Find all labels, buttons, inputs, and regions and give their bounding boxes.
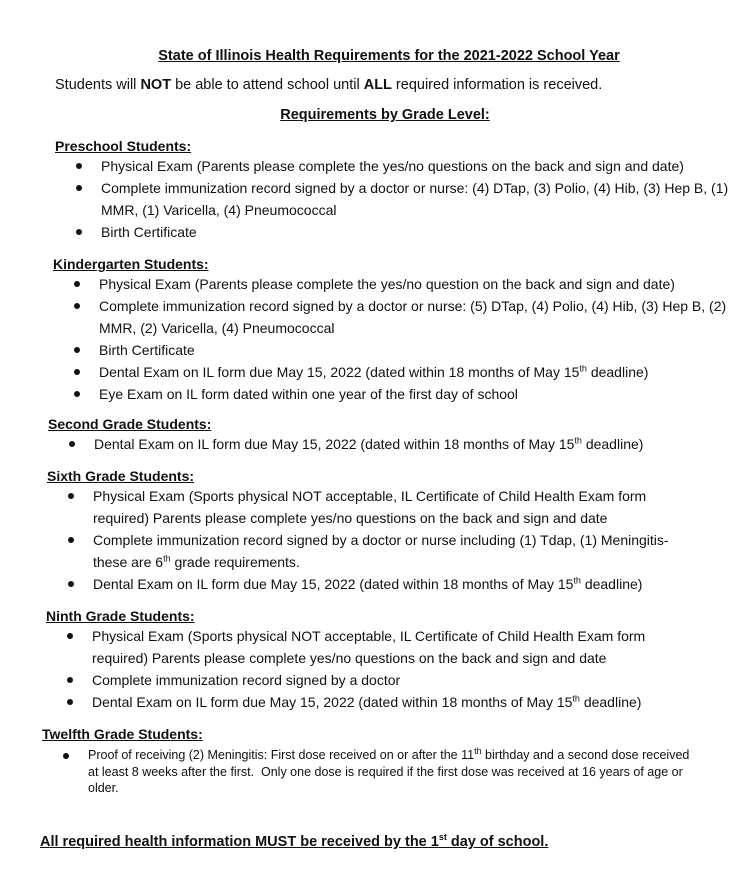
list-item: Complete immunization record signed by a doctor [46, 669, 686, 691]
requirement-list [42, 747, 692, 797]
list-item: Birth Certificate [53, 339, 733, 361]
footer-deadline: All required health information MUST be received by the 1st day of school. [40, 832, 549, 850]
list-item [47, 529, 687, 573]
attendance-notice [55, 77, 602, 93]
requirement-list [55, 155, 735, 243]
dental-text: Dental Exam on IL form due May 15, 2022 (dated within 18 months of May 15th deadline) [99, 363, 649, 380]
requirements-heading: Requirements by Grade Level: [280, 107, 490, 123]
section-sixth-grade [47, 467, 687, 595]
section-title: Twelfth Grade Students: [42, 726, 203, 742]
list-item [46, 691, 686, 713]
list-item [42, 747, 692, 797]
requirement-list [53, 273, 733, 405]
notice-emphasis-not: NOT [140, 77, 172, 93]
requirement-list [47, 485, 687, 595]
list-item [53, 361, 733, 383]
list-item: Complete immunization record signed by a doctor or nurse: (4) DTap, (3) Polio, (4) Hib, (3) Hep B, (1) MMR, (1) Varicella, (4) Pneumococcal [55, 177, 735, 221]
section-title: Second Grade Students: [48, 416, 212, 432]
notice-text-3: required information is received. [391, 77, 603, 93]
dental-text: Dental Exam on IL form due May 15, 2022 (dated within 18 months of May 15th deadline) [93, 575, 643, 592]
immunization-text: Complete immunization record signed by a doctor or nurse including (1) Tdap, (1) Meningitis- these are 6th grade requirements. [93, 532, 669, 570]
meningitis-text: Proof of receiving (2) Meningitis: First dose received on or after the 11th birthday and a second dose received at least 8 weeks after the first. Only one dose is required if the first dose was received at 16 years of age or older. [88, 745, 690, 795]
dental-text: Dental Exam on IL form due May 15, 2022 (dated within 18 months of May 15th deadline) [92, 693, 642, 710]
list-item [47, 573, 687, 595]
list-item: Eye Exam on IL form dated within one year of the first day of school [53, 383, 733, 405]
section-twelfth-grade [42, 725, 692, 797]
document-title: State of Illinois Health Requirements for the 2021-2022 School Year [158, 48, 620, 64]
list-item: Physical Exam (Sports physical NOT acceptable, IL Certificate of Child Health Exam form required) Parents please complete yes/no questions on the back and sign and date [46, 625, 686, 669]
section-kindergarten [53, 255, 733, 405]
requirement-list [46, 625, 686, 713]
notice-text-1: Students will [55, 77, 141, 93]
dental-text: Dental Exam on IL form due May 15, 2022 (dated within 18 months of May 15th deadline) [94, 435, 644, 452]
section-title: Kindergarten Students: [53, 256, 209, 272]
section-title: Sixth Grade Students: [47, 468, 195, 484]
list-item: Birth Certificate [55, 221, 735, 243]
section-ninth-grade [46, 607, 686, 713]
notice-emphasis-all: ALL [363, 77, 392, 93]
list-item: Physical Exam (Sports physical NOT acceptable, IL Certificate of Child Health Exam form required) Parents please complete yes/no questions on the back and sign and date [47, 485, 687, 529]
requirement-list [48, 433, 728, 455]
list-item: Physical Exam (Parents please complete the yes/no questions on the back and sign and date) [55, 155, 735, 177]
list-item [48, 433, 728, 455]
section-second-grade [48, 415, 728, 455]
notice-text-2: be able to attend school until [171, 77, 364, 93]
section-title: Preschool Students: [55, 138, 192, 154]
section-title: Ninth Grade Students: [46, 608, 195, 624]
list-item: Physical Exam (Parents please complete the yes/no question on the back and sign and date) [53, 273, 733, 295]
section-preschool [55, 137, 735, 243]
list-item: Complete immunization record signed by a doctor or nurse: (5) DTap, (4) Polio, (4) Hib, (3) Hep B, (2) MMR, (2) Varicella, (4) Pneumococcal [53, 295, 733, 339]
